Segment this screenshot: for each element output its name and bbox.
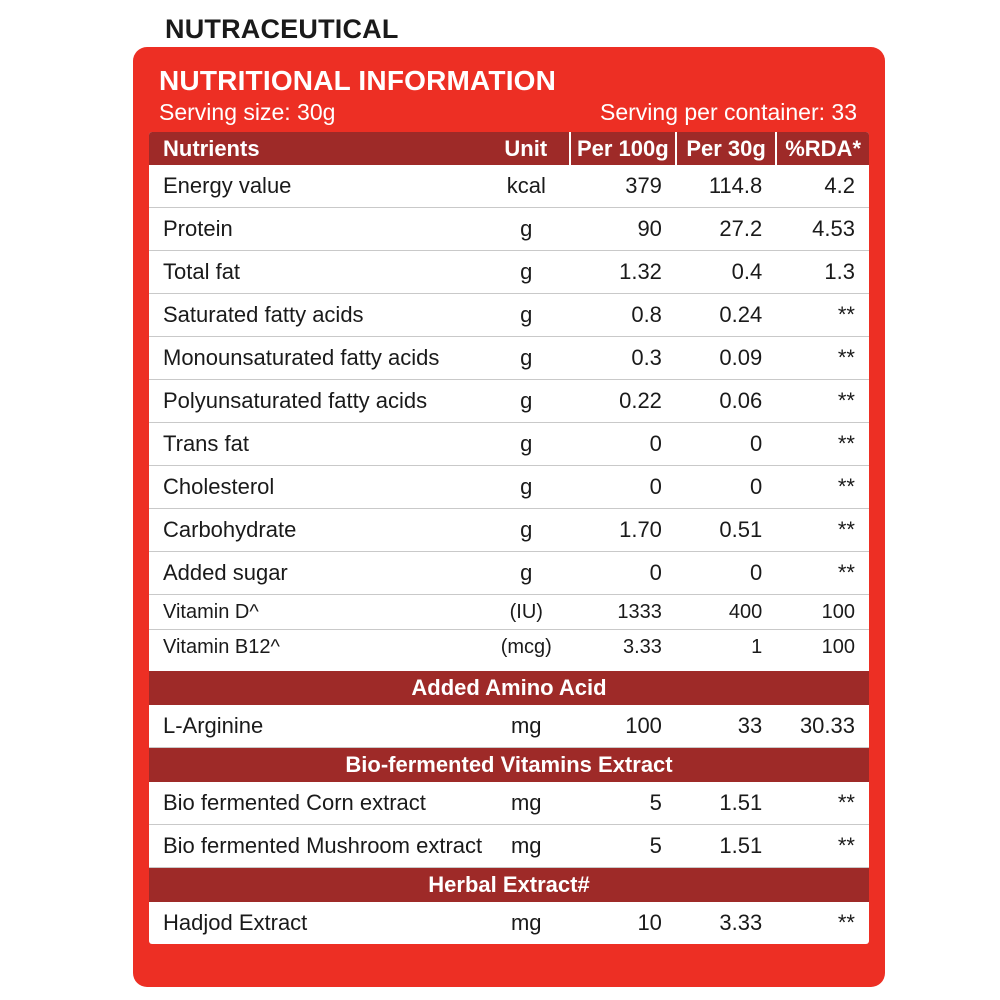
- section-header-herbal-extract: [149, 868, 869, 903]
- row-name: Vitamin D^: [149, 595, 483, 630]
- row-per100g: 10: [637, 910, 662, 935]
- table-row: [149, 294, 869, 337]
- row-rda: **: [776, 380, 869, 423]
- row-rda: **: [776, 466, 869, 509]
- table-row: [149, 825, 869, 868]
- table-row: [149, 630, 869, 665]
- row-name: Cholesterol: [149, 466, 483, 509]
- nutrition-panel: [133, 47, 885, 987]
- row-unit: g: [483, 466, 570, 509]
- nutrition-table-wrap: [149, 132, 869, 944]
- row-per100g: 0.22: [570, 380, 676, 423]
- row-name: Monounsaturated fatty acids: [149, 337, 483, 380]
- row-name: Polyunsaturated fatty acids: [149, 380, 483, 423]
- row-rda: 100: [821, 635, 855, 658]
- column-header-nutrients: Nutrients: [149, 132, 483, 165]
- row-per100g: 5: [570, 825, 676, 868]
- row-per30g: 114.8: [676, 165, 776, 208]
- row-per100g: 0.3: [570, 337, 676, 380]
- column-header-per30g: Per 30g: [676, 132, 776, 165]
- row-unit: g: [483, 337, 570, 380]
- row-per30g: 33: [676, 705, 776, 748]
- row-per30g: 0: [676, 423, 776, 466]
- row-name: Energy value: [149, 165, 483, 208]
- table-row: [149, 423, 869, 466]
- row-unit: g: [483, 423, 570, 466]
- table-row: [149, 466, 869, 509]
- row-name: Vitamin B12^: [163, 635, 280, 658]
- section-title: Added Amino Acid: [149, 671, 869, 705]
- row-unit: mg: [510, 910, 542, 935]
- row-unit: g: [483, 294, 570, 337]
- table-row: [149, 337, 869, 380]
- section-title: Bio-fermented Vitamins Extract: [149, 748, 869, 783]
- section-title: Herbal Extract#: [149, 868, 869, 903]
- row-per100g: 0: [570, 552, 676, 595]
- row-rda: 1.3: [776, 251, 869, 294]
- table-row: [149, 552, 869, 595]
- row-name: Protein: [149, 208, 483, 251]
- row-rda: 100: [776, 595, 869, 630]
- row-rda: 30.33: [776, 705, 869, 748]
- row-per30g: 0.4: [676, 251, 776, 294]
- row-per30g: 1: [751, 635, 763, 658]
- row-rda: **: [776, 423, 869, 466]
- row-name: Bio fermented Mushroom extract: [149, 825, 483, 868]
- row-per100g: 3.33: [622, 635, 662, 658]
- serving-size: Serving size: 30g: [159, 99, 336, 125]
- row-rda: 4.53: [776, 208, 869, 251]
- row-per100g: 0.8: [570, 294, 676, 337]
- row-per30g: 400: [676, 595, 776, 630]
- row-per30g: 3.33: [719, 910, 763, 935]
- table-row: [149, 509, 869, 552]
- row-unit: g: [483, 251, 570, 294]
- table-row: [149, 380, 869, 423]
- serving-per-container: Serving per container: 33: [600, 99, 857, 125]
- row-per30g: 1.51: [676, 825, 776, 868]
- row-rda: **: [776, 294, 869, 337]
- table-row: [149, 782, 869, 825]
- row-per30g: 0.51: [676, 509, 776, 552]
- row-name: Saturated fatty acids: [149, 294, 483, 337]
- row-name: Hadjod Extract: [163, 910, 308, 935]
- serving-row: [159, 99, 857, 126]
- row-per100g: 1333: [570, 595, 676, 630]
- table-row: [149, 595, 869, 630]
- table-row: [149, 902, 869, 944]
- row-name: Total fat: [149, 251, 483, 294]
- column-header-unit: Unit: [483, 132, 570, 165]
- row-per100g: 100: [570, 705, 676, 748]
- column-header-rda: %RDA*: [776, 132, 869, 165]
- row-name: Trans fat: [149, 423, 483, 466]
- table-row: [149, 705, 869, 748]
- panel-title: NUTRITIONAL INFORMATION: [159, 65, 557, 96]
- row-rda: **: [776, 552, 869, 595]
- row-unit: (mcg): [500, 635, 552, 658]
- table-header-row: [149, 132, 869, 165]
- row-per30g: 27.2: [676, 208, 776, 251]
- row-per30g: 0.06: [676, 380, 776, 423]
- table-row: [149, 165, 869, 208]
- row-per100g: 379: [570, 165, 676, 208]
- section-header-amino-acid: [149, 671, 869, 705]
- row-name: L-Arginine: [149, 705, 483, 748]
- row-per100g: 5: [570, 782, 676, 825]
- row-unit: g: [483, 208, 570, 251]
- row-rda: **: [837, 910, 855, 935]
- row-rda: 4.2: [776, 165, 869, 208]
- row-rda: **: [776, 782, 869, 825]
- row-unit: (IU): [483, 595, 570, 630]
- row-unit: mg: [483, 782, 570, 825]
- row-unit: g: [483, 552, 570, 595]
- row-per30g: 0.09: [676, 337, 776, 380]
- row-per100g: 0: [570, 423, 676, 466]
- row-per100g: 1.32: [570, 251, 676, 294]
- row-per100g: 1.70: [570, 509, 676, 552]
- table-row: [149, 251, 869, 294]
- row-per30g: 0: [676, 466, 776, 509]
- row-rda: **: [776, 825, 869, 868]
- row-unit: mg: [483, 825, 570, 868]
- row-per100g: 90: [570, 208, 676, 251]
- row-unit: g: [483, 380, 570, 423]
- row-unit: mg: [483, 705, 570, 748]
- row-name: Bio fermented Corn extract: [149, 782, 483, 825]
- row-rda: **: [776, 337, 869, 380]
- row-rda: **: [776, 509, 869, 552]
- row-per30g: 0: [676, 552, 776, 595]
- section-spacer: [149, 664, 869, 671]
- table-row: [149, 208, 869, 251]
- nutrition-table: [149, 132, 869, 944]
- row-unit: g: [483, 509, 570, 552]
- row-per30g: 0.24: [676, 294, 776, 337]
- section-header-bio-fermented: [149, 748, 869, 783]
- column-header-per100g: Per 100g: [570, 132, 676, 165]
- kicker-nutraceutical: NUTRACEUTICAL: [165, 14, 399, 44]
- row-name: Carbohydrate: [149, 509, 483, 552]
- row-name: Added sugar: [149, 552, 483, 595]
- row-per30g: 1.51: [676, 782, 776, 825]
- row-per100g: 0: [570, 466, 676, 509]
- row-unit: kcal: [483, 165, 570, 208]
